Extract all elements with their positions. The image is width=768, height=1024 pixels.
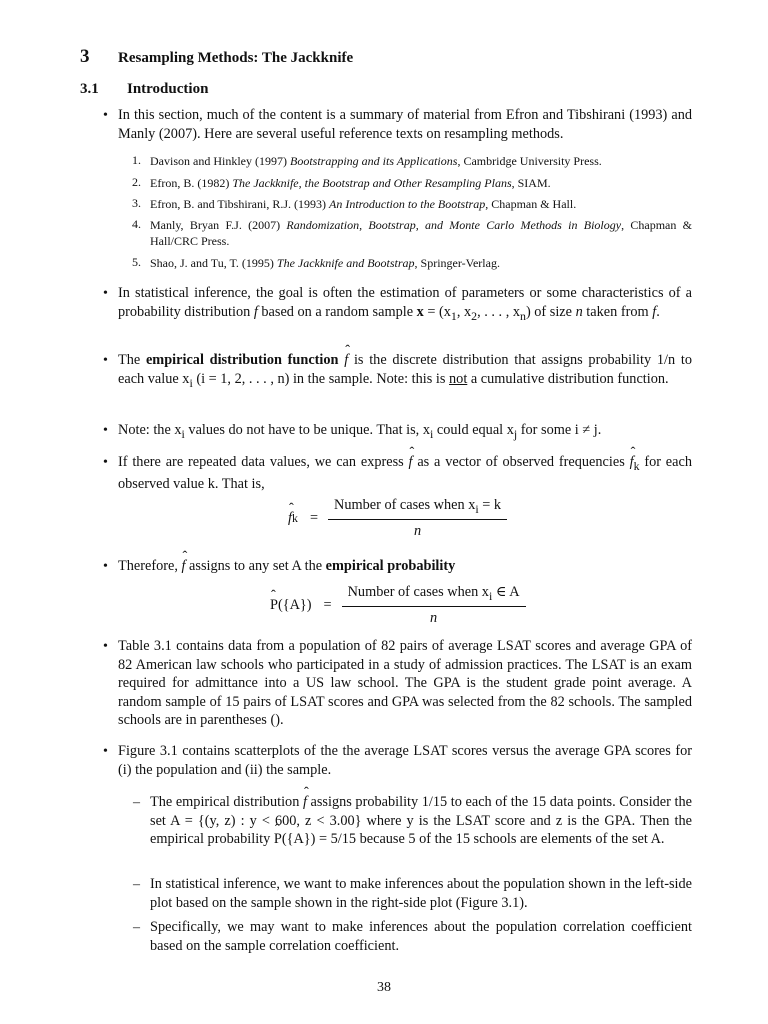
statistical-inference-paragraph: In statistical inference, the goal is often the estimation of parameters or some characteristics of a probability distribution f based on a random sample $x = (x_1$, $x_2$, . . . , $x_n$) of size n taken from f. <box>118 285 692 323</box>
reference-item: Efron, B. (1982) The Jackknife, the Bootstrap and Other Resampling Plans, SIAM. <box>150 176 551 190</box>
subsection-number: 3.1 <box>80 81 99 97</box>
bullet-marker: • <box>103 744 108 759</box>
reference-number: 3. <box>132 196 141 210</box>
frequency-equation: ˆ f k = $\frac{Number of cases when x_i = k}{n}$ <box>288 497 507 540</box>
repeated-values-paragraph: If there are repeated data values, we can express ˆ f as a vector of observed frequencies ˆ $f_k$ for each observed value k. That is, <box>118 453 692 494</box>
sub-item-inference: In statistical inference, we want to make inferences about the population shown in the left-side plot based on the sample shown in the right-side plot (Figure 3.1). <box>150 876 692 911</box>
section-heading <box>80 46 353 68</box>
section-title: Resampling Methods: The Jackknife <box>118 50 354 66</box>
lsat-table-paragraph: Table 3.1 contains data from a population of 82 pairs of average LSAT scores and average GPA of 82 American law schools who participated in a study of admission practices. The LSAT is an exam required for admittance into a US law school. The GPA is the student grade point average. A random sample of 15 pairs of LSAT scores and GPA was selected from the 82 schools. The sampled schools are in parentheses (). <box>118 638 692 728</box>
bullet-marker: • <box>103 108 108 123</box>
bullet-marker: • <box>103 353 108 368</box>
probability-equation: ˆ P({A}) = $\frac{Number of cases when x_i \in A}{n}$ <box>270 584 526 627</box>
subsection-title: Introduction <box>127 81 209 97</box>
bullet-marker: • <box>103 455 108 470</box>
dash-marker: – <box>133 795 140 810</box>
intro-paragraph: In this section, much of the content is a summary of material from Efron and Tibshirani (1993) and Manly (2007). Here are several useful reference texts on resampling methods. <box>118 107 692 142</box>
reference-item: Manly, Bryan F.J. (2007) Randomization, Bootstrap, and Monte Carlo Methods in Biology, Chapman & Hall/CRC Press. <box>150 218 692 248</box>
subsection-heading <box>80 81 208 98</box>
empirical-distribution-paragraph: The empirical distribution function ˆ f is the discrete distribution that assigns probability 1/n to each value $x_i$ (i = 1, 2, . . . , n) in the sample. Note: this is not a cumulative distribution function. <box>118 351 692 392</box>
empirical-probability-paragraph: Therefore, ˆ f assigns to any set A the empirical probability <box>118 557 692 576</box>
bullet-marker: • <box>103 559 108 574</box>
reference-number: 4. <box>132 217 141 231</box>
unique-values-paragraph: Note: the $x_i$ values do not have to be unique. That is, $x_i$ could equal $x_j$ for some i ≠ j. <box>118 422 602 441</box>
reference-item: Davison and Hinkley (1997) Bootstrapping and its Applications, Cambridge University Press. <box>150 154 602 168</box>
reference-number: 1. <box>132 153 141 167</box>
reference-item: Shao, J. and Tu, T. (1995) The Jackknife and Bootstrap, Springer-Verlag. <box>150 256 500 270</box>
sub-item-empirical-distribution: The empirical distribution ˆ f assigns probability 1/15 to each of the 15 data points. Consider the set A = {(y, z) : y < 600, z < 3.00} where y is the LSAT score and z is the GPA. Then the empirical probability ˆ P({A}) = 5/15 because 5 of the 15 schools are elements of the set A. <box>150 793 692 849</box>
reference-number: 2. <box>132 175 141 189</box>
dash-marker: – <box>133 920 140 935</box>
scatterplot-paragraph: Figure 3.1 contains scatterplots of the the average LSAT scores versus the average GPA scores for (i) the population and (ii) the sample. <box>118 743 692 778</box>
bullet-marker: • <box>103 423 108 438</box>
dash-marker: – <box>133 877 140 892</box>
page-number: 38 <box>377 980 391 995</box>
sub-item-correlation: Specifically, we may want to make inferences about the population correlation coefficient based on the sample correlation coefficient. <box>150 919 692 954</box>
bullet-marker: • <box>103 286 108 301</box>
bullet-marker: • <box>103 639 108 654</box>
reference-item: Efron, B. and Tibshirani, R.J. (1993) An Introduction to the Bootstrap, Chapman & Hall. <box>150 197 577 211</box>
reference-number: 5. <box>132 255 141 269</box>
section-number: 3 <box>80 46 90 67</box>
